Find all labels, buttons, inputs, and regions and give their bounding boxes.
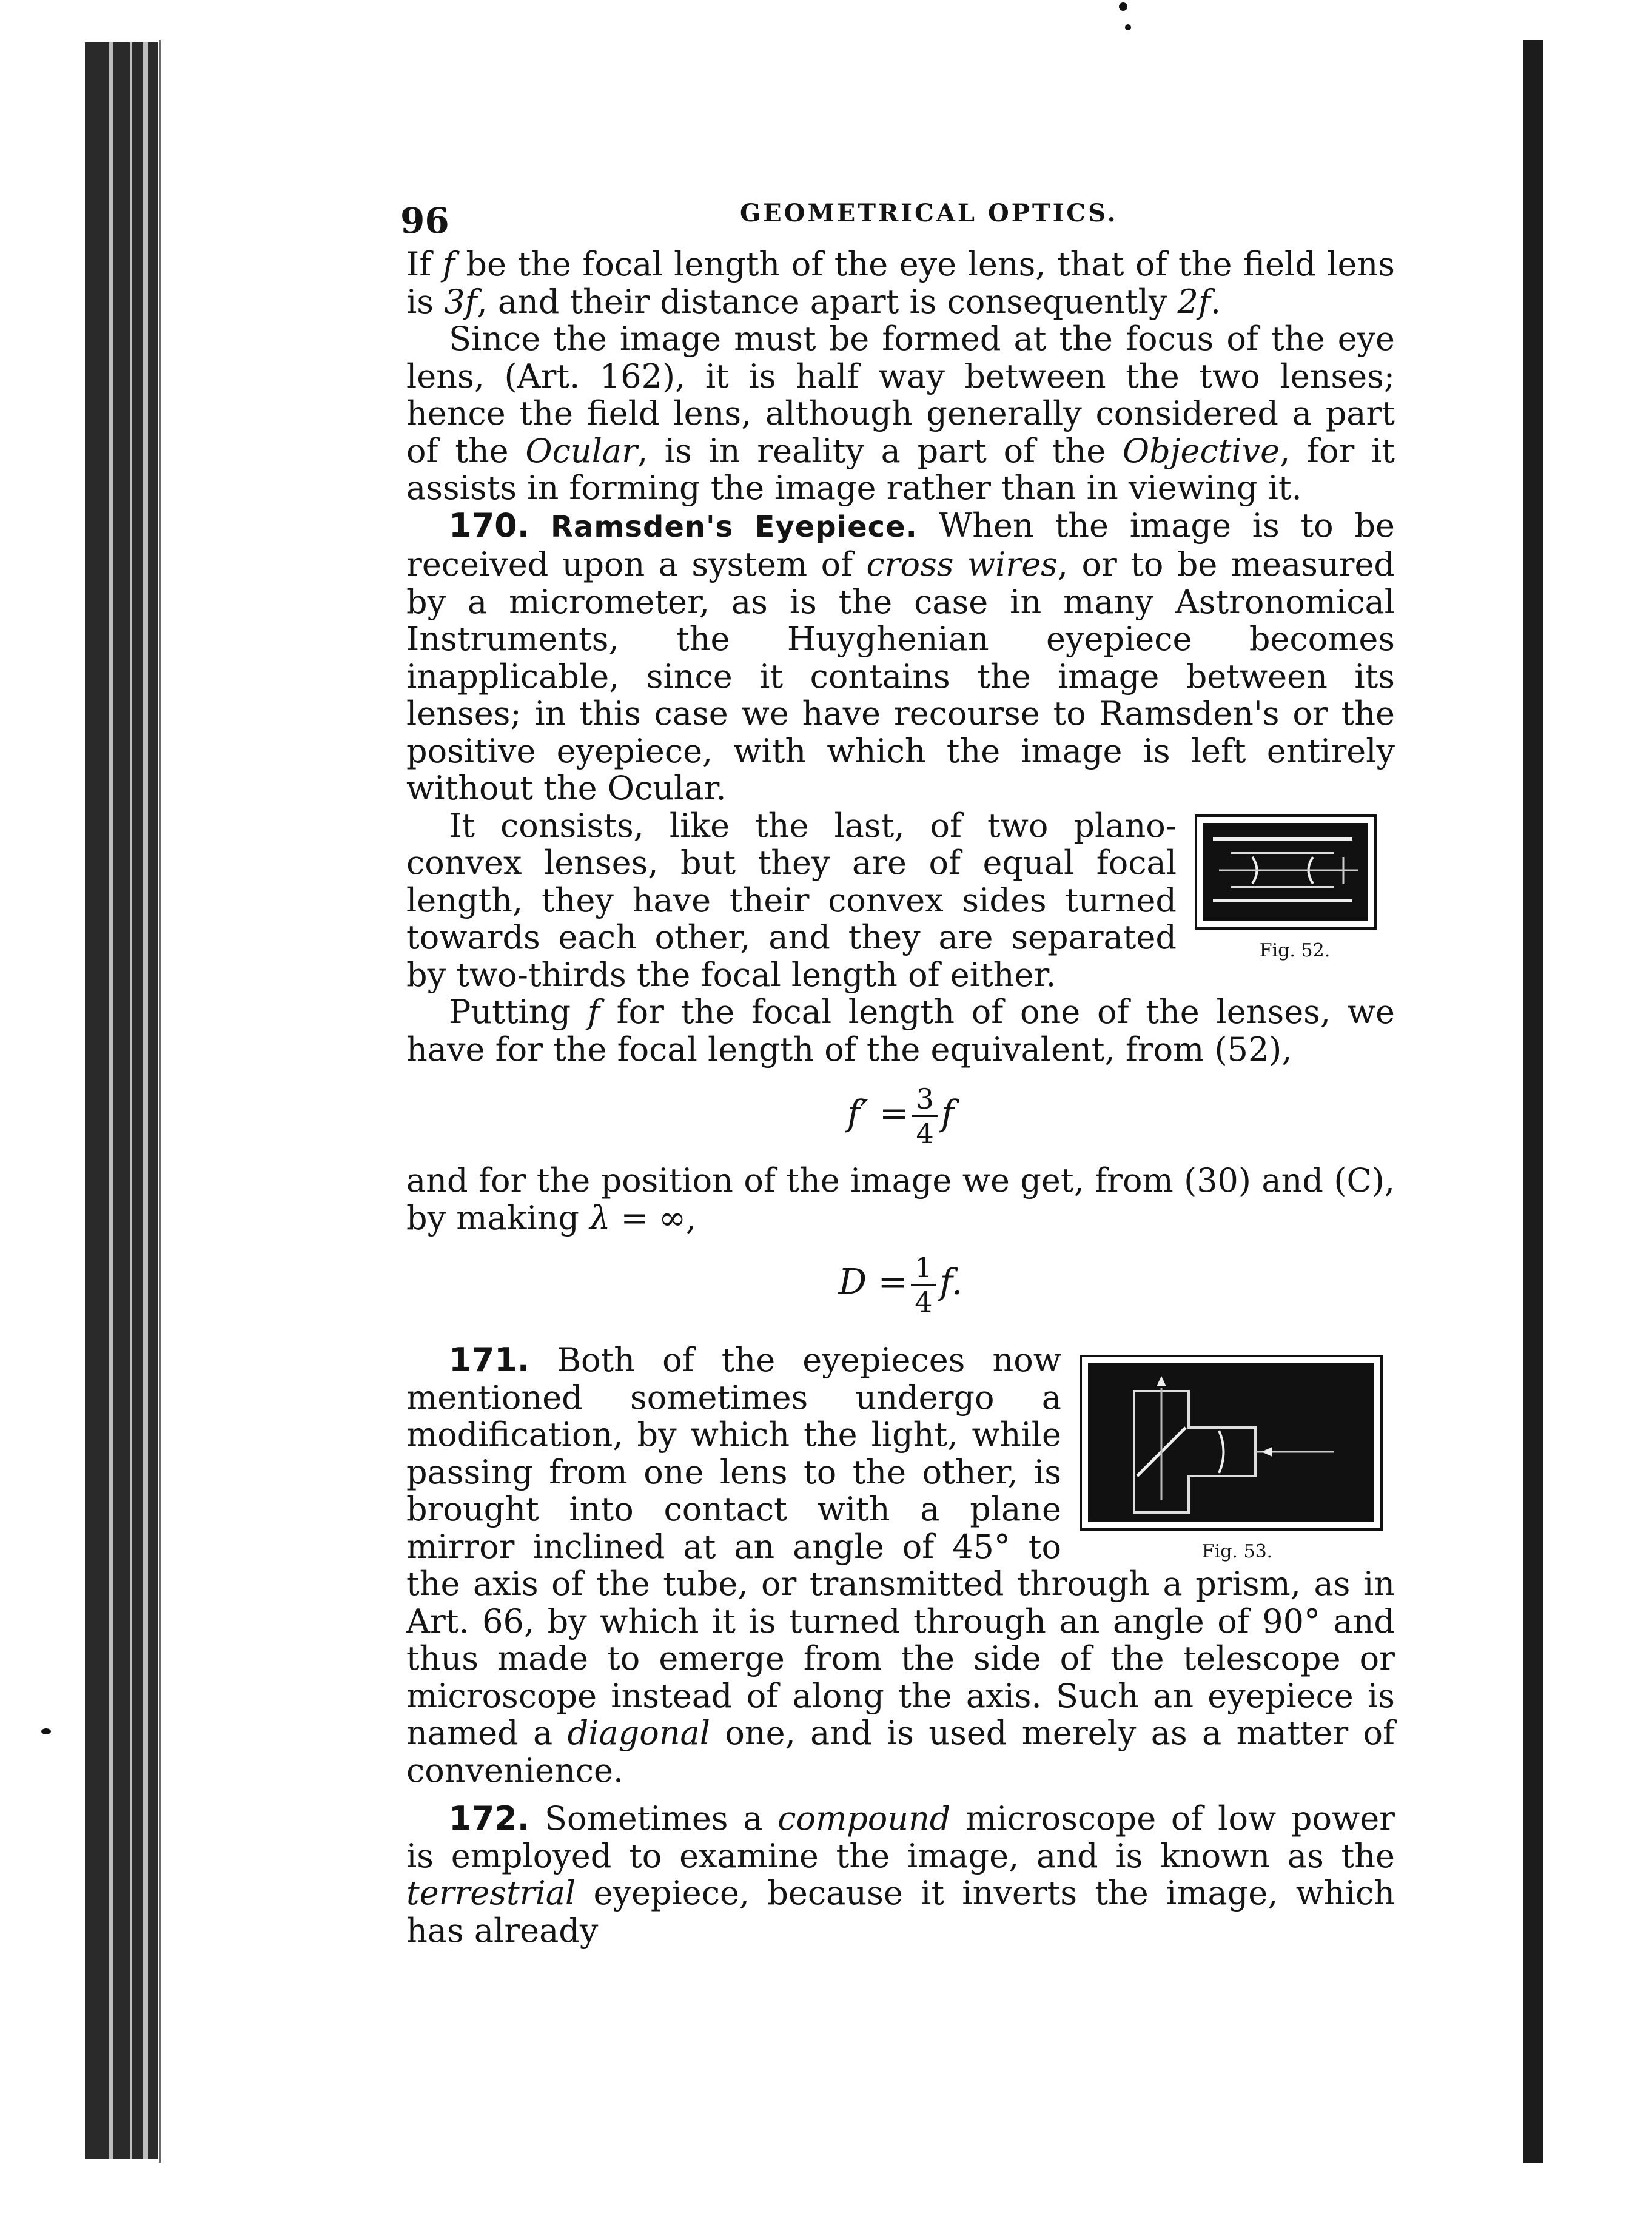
scan-speck [1125,24,1131,30]
spine-stripe [143,42,148,2159]
paragraph: and for the position of the image we get, from (30) and (C), by making λ = ∞, [406,1161,1395,1237]
page-number: 96 [400,200,449,241]
section-170: 170. Ramsden's Eyepiece. When the image is to be received upon a system of cross wires, or to be measured by a micrometer, as is the case in many Astronomical Instruments, the Huyghenian eyepiece becomes inapplicable, since it contains the image between its lenses; in this case we have recourse to Ramsden's or the positive eyepiece, with which the image is left entirely without the Ocular. [406,506,1395,807]
equation-image-position: D = $\frac{1}{4}$ f. [838,1251,963,1318]
equation-focal-length: f′ = $\frac{3}{4}$ f [847,1082,955,1150]
section-title: Ramsden's Eyepiece. [551,509,918,544]
section-171: 171. Both of the eyepieces now mentioned sometimes undergo a modification, by which the light, while passing from one lens to the other, is brought into contact with a plane mirror inclined at an angle of 45° to the axis of the tube, or transmitted through a prism, as in Art. 66, by which it is turned through an angle of 90° and thus made to emerge from the side of the telescope or microscope instead of along the axis. Such an eyepiece is named a diagonal one, and is used merely as a matter of convenience. [406,1341,1395,1790]
paragraph: If f be the focal length of the eye lens, that of the field lens is 3f, and their distance apart is consequently 2f. [406,245,1395,321]
section-number: 170. [449,506,530,545]
paragraph: Putting f for the focal length of one of the lenses, we have for the focal length of the equivalent, from (52), [406,993,1395,1069]
ramsden-eyepiece-figure [1195,814,1377,930]
figure-52 [1195,814,1395,961]
figure-caption: Fig. 53. [1201,1541,1273,1562]
paragraph: Since the image must be formed at the focus of the eye lens, (Art. 162), it is half way between the two lenses; hence the field lens, although generally considered a part of the Ocular, is in reality a part of the Objective, for it assists in forming the image rather than in viewing it. [406,320,1395,507]
scan-speck [1119,2,1127,11]
figure-53 [1080,1355,1395,1562]
diagonal-eyepiece-figure [1080,1355,1383,1531]
section-number: 172. [449,1799,530,1838]
scan-speck [41,1728,51,1734]
running-head: GEOMETRICAL OPTICS. [740,199,1118,227]
section-172: 172. Sometimes a compound microscope of low power is employed to examine the image, and is known as the terrestrial eyepiece, because it inverts the image, which has already [406,1799,1395,1950]
spine-stripe [130,42,132,2159]
paragraph: It consists, like the last, of two plano-convex lenses, but they are of equal focal length, they have their convex sides turned towards each other, and they are separated by two-thirds the focal length of either. [406,806,1177,994]
body-text [406,246,1395,1949]
spine-stripe [109,42,113,2159]
section-number: 171. [449,1341,530,1379]
facing-page-edge [1523,40,1543,2163]
figure-caption: Fig. 52. [1259,939,1331,961]
